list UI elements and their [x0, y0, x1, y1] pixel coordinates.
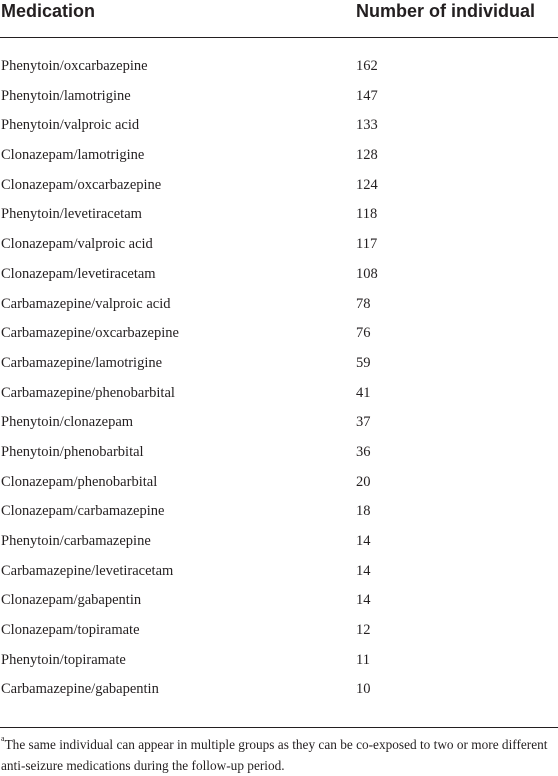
number-cell: 14 [356, 562, 371, 579]
number-cell: 78 [356, 295, 371, 312]
table-row [0, 171, 558, 201]
number-cell: 10 [356, 681, 371, 698]
footnote-text: The same individual can appear in multiple groups as they can be co-exposed to two or more different anti-seizure medications during the follow-up period. [1, 737, 548, 773]
table-header [0, 0, 558, 38]
medication-cell: Clonazepam/topiramate [1, 622, 140, 639]
number-cell: 59 [356, 354, 371, 371]
medication-cell: Phenytoin/levetiracetam [1, 206, 142, 223]
number-cell: 117 [356, 236, 378, 253]
column-header-medication: Medication [1, 1, 96, 21]
number-cell: 12 [356, 622, 371, 639]
medication-cell: Clonazepam/gabapentin [1, 592, 142, 609]
footer-rule [0, 727, 558, 728]
medication-cell: Carbamazepine/phenobarbital [1, 384, 175, 401]
medication-cell: Phenytoin/lamotrigine [1, 87, 131, 104]
medication-cell: Carbamazepine/gabapentin [1, 681, 159, 698]
medication-cell: Clonazepam/phenobarbital [1, 473, 158, 490]
table-row [0, 379, 558, 409]
table-row [0, 349, 558, 379]
number-cell: 128 [356, 147, 378, 164]
number-cell: 124 [356, 176, 378, 193]
number-cell: 37 [356, 414, 371, 431]
number-cell: 36 [356, 443, 371, 460]
number-cell: 76 [356, 325, 371, 342]
table-row [0, 319, 558, 349]
footnote-marker: a [1, 734, 5, 743]
number-cell: 41 [356, 384, 371, 401]
table-row [0, 82, 558, 112]
header-rule [0, 37, 558, 38]
table-row [0, 646, 558, 676]
medication-cell: Phenytoin/carbamazepine [1, 533, 151, 549]
table-row [0, 111, 558, 141]
medication-cell: Clonazepam/oxcarbazepine [1, 176, 162, 193]
medication-cell: Phenytoin/topiramate [1, 651, 126, 668]
medication-cell: Clonazepam/lamotrigine [1, 147, 145, 164]
medication-cell: Carbamazepine/valproic acid [1, 295, 171, 312]
table-row [0, 497, 558, 527]
medication-cell: Clonazepam/carbamazepine [1, 503, 165, 520]
table-row [0, 200, 558, 230]
table-row [0, 141, 558, 171]
medication-cell: Phenytoin/valproic acid [1, 117, 140, 134]
column-header-number-of-individual: Number of individual [356, 1, 536, 21]
table-row [0, 260, 558, 290]
number-cell: 14 [356, 592, 371, 609]
table-row [0, 675, 558, 705]
table-row [0, 557, 558, 587]
number-cell: 133 [356, 117, 378, 134]
medication-cell: Phenytoin/oxcarbazepine [1, 58, 148, 74]
medication-cell: Clonazepam/levetiracetam [1, 265, 156, 282]
number-cell: 147 [356, 87, 378, 104]
number-cell: 162 [356, 58, 378, 74]
medication-cell: Carbamazepine/oxcarbazepine [1, 325, 179, 342]
table-row [0, 586, 558, 616]
table-row [0, 230, 558, 260]
medication-cell: Phenytoin/clonazepam [1, 414, 134, 431]
table-row [0, 468, 558, 498]
medication-cell: Clonazepam/valproic acid [1, 236, 153, 253]
table-row [0, 52, 558, 82]
table-row [0, 438, 558, 468]
number-cell: 118 [356, 206, 378, 223]
table-footnote [1, 734, 557, 776]
table-row [0, 616, 558, 646]
number-cell: 18 [356, 503, 371, 520]
medication-cell: Carbamazepine/levetiracetam [1, 562, 174, 579]
table-body [0, 52, 558, 705]
table-row [0, 290, 558, 320]
table-row [0, 408, 558, 438]
table-row [0, 527, 558, 557]
medication-cell: Carbamazepine/lamotrigine [1, 354, 163, 371]
number-cell: 11 [356, 651, 370, 668]
number-cell: 20 [356, 473, 371, 490]
number-cell: 14 [356, 533, 371, 549]
number-cell: 108 [356, 265, 378, 282]
medication-cell: Phenytoin/phenobarbital [1, 443, 144, 460]
